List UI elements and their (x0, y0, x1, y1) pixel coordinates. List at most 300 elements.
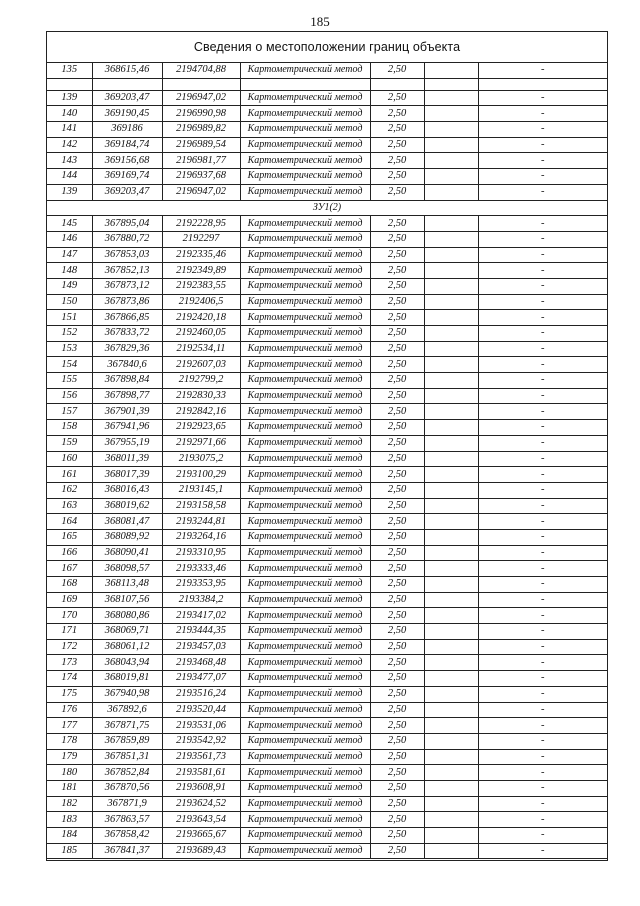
accuracy: 2,50 (370, 278, 424, 294)
empty-cell (424, 90, 478, 106)
empty-cell (424, 545, 478, 561)
point-number: 153 (47, 341, 92, 357)
empty-cell (424, 404, 478, 420)
point-number: 168 (47, 577, 92, 593)
point-number: 146 (47, 231, 92, 247)
method: Картометрический метод (240, 106, 370, 122)
coord-x: 368043,94 (92, 655, 162, 671)
description: - (478, 106, 607, 122)
accuracy: 2,50 (370, 247, 424, 263)
point-number: 180 (47, 765, 92, 781)
coord-y: 2193689,43 (162, 843, 240, 859)
description: - (478, 341, 607, 357)
table-row (47, 231, 607, 247)
description: - (478, 765, 607, 781)
table-row (47, 812, 607, 828)
table-row (47, 278, 607, 294)
coord-x: 367898,84 (92, 373, 162, 389)
coord-x: 367880,72 (92, 231, 162, 247)
description: - (478, 420, 607, 436)
empty-cell (424, 733, 478, 749)
empty-cell (424, 310, 478, 326)
method: Картометрический метод (240, 624, 370, 640)
coord-x: 369184,74 (92, 137, 162, 153)
empty-cell (424, 796, 478, 812)
accuracy: 2,50 (370, 184, 424, 200)
point-number: 169 (47, 592, 92, 608)
point-number: 149 (47, 278, 92, 294)
accuracy: 2,50 (370, 655, 424, 671)
coord-y: 2193417,02 (162, 608, 240, 624)
empty-cell (424, 435, 478, 451)
table-row (47, 592, 607, 608)
point-number: 176 (47, 702, 92, 718)
coord-y: 2192842,16 (162, 404, 240, 420)
method: Картометрический метод (240, 373, 370, 389)
method: Картометрический метод (240, 435, 370, 451)
empty-cell (424, 106, 478, 122)
empty-cell (424, 718, 478, 734)
point-number: 145 (47, 216, 92, 232)
accuracy: 2,50 (370, 498, 424, 514)
point-number: 185 (47, 843, 92, 859)
point-number: 155 (47, 373, 92, 389)
coord-y: 2193542,92 (162, 733, 240, 749)
coord-y: 2192228,95 (162, 216, 240, 232)
description: - (478, 843, 607, 859)
table-body (47, 63, 607, 859)
accuracy: 2,50 (370, 624, 424, 640)
coord-x: 367853,03 (92, 247, 162, 263)
point-number: 171 (47, 624, 92, 640)
empty-cell (424, 749, 478, 765)
coord-y: 2192923,65 (162, 420, 240, 436)
accuracy: 2,50 (370, 90, 424, 106)
accuracy: 2,50 (370, 843, 424, 859)
accuracy: 2,50 (370, 686, 424, 702)
description: - (478, 137, 607, 153)
method: Картометрический метод (240, 247, 370, 263)
coord-x: 368019,81 (92, 671, 162, 687)
coord-y: 2196990,98 (162, 106, 240, 122)
description: - (478, 608, 607, 624)
method: Картометрический метод (240, 780, 370, 796)
table-row (47, 357, 607, 373)
table-row (47, 828, 607, 844)
empty-cell (424, 482, 478, 498)
coord-x: 369190,45 (92, 106, 162, 122)
accuracy: 2,50 (370, 341, 424, 357)
coord-y: 2196981,77 (162, 153, 240, 169)
point-number: 135 (47, 63, 92, 78)
description: - (478, 749, 607, 765)
method: Картометрический метод (240, 294, 370, 310)
coord-x: 367895,04 (92, 216, 162, 232)
description: - (478, 294, 607, 310)
method: Картометрический метод (240, 671, 370, 687)
table-row (47, 843, 607, 859)
point-number: 178 (47, 733, 92, 749)
table-row (47, 718, 607, 734)
coord-y: 2193468,48 (162, 655, 240, 671)
coord-y: 2193531,06 (162, 718, 240, 734)
coord-y: 2196989,82 (162, 122, 240, 138)
description: - (478, 231, 607, 247)
description: - (478, 184, 607, 200)
description: - (478, 702, 607, 718)
method: Картометрический метод (240, 702, 370, 718)
table-row (47, 498, 607, 514)
coord-x: 368107,56 (92, 592, 162, 608)
method: Картометрический метод (240, 514, 370, 530)
method: Картометрический метод (240, 341, 370, 357)
empty-cell (424, 357, 478, 373)
accuracy: 2,50 (370, 294, 424, 310)
empty-cell (424, 686, 478, 702)
point-number: 144 (47, 169, 92, 185)
coord-x: 367870,56 (92, 780, 162, 796)
coord-x: 367833,72 (92, 326, 162, 342)
accuracy: 2,50 (370, 671, 424, 687)
empty-cell (424, 498, 478, 514)
table-row (47, 169, 607, 185)
coord-y: 2192830,33 (162, 388, 240, 404)
point-number: 156 (47, 388, 92, 404)
point-number: 165 (47, 529, 92, 545)
coord-y: 2193264,16 (162, 529, 240, 545)
empty-cell (424, 122, 478, 138)
coord-x: 368615,46 (92, 63, 162, 78)
empty-cell (424, 765, 478, 781)
table-title: Сведения о местоположении границ объекта (47, 32, 607, 63)
point-number: 147 (47, 247, 92, 263)
coord-y: 2193624,52 (162, 796, 240, 812)
description: - (478, 592, 607, 608)
table-row (47, 671, 607, 687)
description: - (478, 498, 607, 514)
point-number: 163 (47, 498, 92, 514)
coord-x: 368098,57 (92, 561, 162, 577)
coord-y: 2193244,81 (162, 514, 240, 530)
method: Картометрический метод (240, 592, 370, 608)
accuracy: 2,50 (370, 420, 424, 436)
description: - (478, 655, 607, 671)
method: Картометрический метод (240, 718, 370, 734)
accuracy: 2,50 (370, 514, 424, 530)
coord-y: 2192349,89 (162, 263, 240, 279)
description: - (478, 122, 607, 138)
method: Картометрический метод (240, 843, 370, 859)
coord-y: 2192799,2 (162, 373, 240, 389)
method: Картометрический метод (240, 326, 370, 342)
table-row (47, 63, 607, 78)
description: - (478, 404, 607, 420)
accuracy: 2,50 (370, 467, 424, 483)
method: Картометрический метод (240, 467, 370, 483)
point-number: 183 (47, 812, 92, 828)
coord-x: 367941,96 (92, 420, 162, 436)
accuracy: 2,50 (370, 812, 424, 828)
table-row (47, 326, 607, 342)
table-row (47, 435, 607, 451)
method: Картометрический метод (240, 122, 370, 138)
description: - (478, 561, 607, 577)
empty-cell (424, 671, 478, 687)
accuracy: 2,50 (370, 63, 424, 78)
description: - (478, 467, 607, 483)
table-row (47, 184, 607, 200)
method: Картометрический метод (240, 733, 370, 749)
coord-y: 2196947,02 (162, 184, 240, 200)
coord-x: 367840,6 (92, 357, 162, 373)
table-row (47, 796, 607, 812)
table-row (47, 137, 607, 153)
accuracy: 2,50 (370, 545, 424, 561)
empty-cell (424, 169, 478, 185)
method: Картометрический метод (240, 388, 370, 404)
empty-cell (424, 216, 478, 232)
method: Картометрический метод (240, 608, 370, 624)
boundary-points-table (47, 63, 607, 859)
coord-y: 2193643,54 (162, 812, 240, 828)
point-number: 164 (47, 514, 92, 530)
method: Картометрический метод (240, 153, 370, 169)
coord-x: 367873,86 (92, 294, 162, 310)
description: - (478, 482, 607, 498)
coord-x: 369186 (92, 122, 162, 138)
accuracy: 2,50 (370, 451, 424, 467)
method: Картометрический метод (240, 404, 370, 420)
empty-cell (424, 561, 478, 577)
table-row (47, 733, 607, 749)
accuracy: 2,50 (370, 231, 424, 247)
accuracy: 2,50 (370, 718, 424, 734)
boundary-table-frame (46, 31, 608, 861)
description: - (478, 780, 607, 796)
coord-x: 367892,6 (92, 702, 162, 718)
coord-y: 2192335,46 (162, 247, 240, 263)
coord-x: 367955,19 (92, 435, 162, 451)
empty-cell (424, 373, 478, 389)
accuracy: 2,50 (370, 639, 424, 655)
empty-cell (424, 263, 478, 279)
accuracy: 2,50 (370, 749, 424, 765)
point-number: 142 (47, 137, 92, 153)
coord-y: 2193665,67 (162, 828, 240, 844)
point-number: 182 (47, 796, 92, 812)
coord-y: 2193520,44 (162, 702, 240, 718)
table-row (47, 655, 607, 671)
table-row (47, 404, 607, 420)
coord-x: 367859,89 (92, 733, 162, 749)
description: - (478, 326, 607, 342)
point-number: 170 (47, 608, 92, 624)
method: Картометрический метод (240, 686, 370, 702)
spacer-row (47, 78, 607, 90)
coord-x: 368080,86 (92, 608, 162, 624)
description: - (478, 545, 607, 561)
description: - (478, 529, 607, 545)
description: - (478, 263, 607, 279)
table-row (47, 90, 607, 106)
coord-y: 2193100,29 (162, 467, 240, 483)
accuracy: 2,50 (370, 529, 424, 545)
method: Картометрический метод (240, 357, 370, 373)
point-number: 174 (47, 671, 92, 687)
table-row (47, 310, 607, 326)
accuracy: 2,50 (370, 357, 424, 373)
table-row (47, 467, 607, 483)
table-row (47, 686, 607, 702)
point-number: 177 (47, 718, 92, 734)
coord-y: 2192534,11 (162, 341, 240, 357)
coord-y: 2193158,58 (162, 498, 240, 514)
section-label: ЗУ1(2) (47, 200, 607, 216)
accuracy: 2,50 (370, 765, 424, 781)
method: Картометрический метод (240, 749, 370, 765)
method: Картометрический метод (240, 451, 370, 467)
method: Картометрический метод (240, 545, 370, 561)
coord-y: 2196989,54 (162, 137, 240, 153)
table-row (47, 577, 607, 593)
table-row (47, 420, 607, 436)
method: Картометрический метод (240, 169, 370, 185)
empty-cell (424, 294, 478, 310)
empty-cell (424, 828, 478, 844)
empty-cell (424, 843, 478, 859)
coord-x: 368017,39 (92, 467, 162, 483)
empty-cell (424, 341, 478, 357)
method: Картометрический метод (240, 765, 370, 781)
method: Картометрический метод (240, 137, 370, 153)
accuracy: 2,50 (370, 326, 424, 342)
point-number: 152 (47, 326, 92, 342)
method: Картометрический метод (240, 796, 370, 812)
empty-cell (424, 639, 478, 655)
accuracy: 2,50 (370, 482, 424, 498)
accuracy: 2,50 (370, 435, 424, 451)
description: - (478, 216, 607, 232)
table-row (47, 624, 607, 640)
accuracy: 2,50 (370, 122, 424, 138)
coord-y: 2193516,24 (162, 686, 240, 702)
coord-x: 367829,36 (92, 341, 162, 357)
coord-x: 367898,77 (92, 388, 162, 404)
accuracy: 2,50 (370, 106, 424, 122)
coord-y: 2192406,5 (162, 294, 240, 310)
method: Картометрический метод (240, 90, 370, 106)
coord-x: 368016,43 (92, 482, 162, 498)
accuracy: 2,50 (370, 388, 424, 404)
accuracy: 2,50 (370, 592, 424, 608)
empty-cell (424, 608, 478, 624)
point-number: 148 (47, 263, 92, 279)
method: Картометрический метод (240, 310, 370, 326)
description: - (478, 373, 607, 389)
point-number: 159 (47, 435, 92, 451)
coord-y: 2193561,73 (162, 749, 240, 765)
table-row (47, 153, 607, 169)
point-number: 139 (47, 184, 92, 200)
description: - (478, 357, 607, 373)
table-row (47, 514, 607, 530)
coord-x: 367852,84 (92, 765, 162, 781)
description: - (478, 686, 607, 702)
table-row (47, 639, 607, 655)
empty-cell (424, 702, 478, 718)
accuracy: 2,50 (370, 263, 424, 279)
method: Картометрический метод (240, 216, 370, 232)
coord-x: 368089,92 (92, 529, 162, 545)
method: Картометрический метод (240, 184, 370, 200)
coord-x: 369156,68 (92, 153, 162, 169)
description: - (478, 278, 607, 294)
table-row (47, 388, 607, 404)
accuracy: 2,50 (370, 780, 424, 796)
empty-cell (424, 624, 478, 640)
method: Картометрический метод (240, 655, 370, 671)
empty-cell (424, 812, 478, 828)
description: - (478, 514, 607, 530)
coord-x: 367871,9 (92, 796, 162, 812)
table-row (47, 765, 607, 781)
description: - (478, 796, 607, 812)
table-row (47, 608, 607, 624)
description: - (478, 435, 607, 451)
accuracy: 2,50 (370, 137, 424, 153)
accuracy: 2,50 (370, 169, 424, 185)
coord-x: 368081,47 (92, 514, 162, 530)
description: - (478, 577, 607, 593)
description: - (478, 388, 607, 404)
empty-cell (424, 247, 478, 263)
coord-y: 2196947,02 (162, 90, 240, 106)
point-number: 158 (47, 420, 92, 436)
description: - (478, 718, 607, 734)
empty-cell (424, 420, 478, 436)
coord-y: 2193310,95 (162, 545, 240, 561)
empty-cell (424, 529, 478, 545)
coord-y: 2193581,61 (162, 765, 240, 781)
coord-y: 2193444,35 (162, 624, 240, 640)
coord-x: 368069,71 (92, 624, 162, 640)
point-number: 151 (47, 310, 92, 326)
method: Картометрический метод (240, 577, 370, 593)
empty-cell (424, 467, 478, 483)
coord-x: 367858,42 (92, 828, 162, 844)
table-row (47, 749, 607, 765)
accuracy: 2,50 (370, 702, 424, 718)
description: - (478, 639, 607, 655)
coord-x: 369203,47 (92, 184, 162, 200)
accuracy: 2,50 (370, 561, 424, 577)
table-row (47, 294, 607, 310)
table-row (47, 545, 607, 561)
coord-y: 2193145,1 (162, 482, 240, 498)
empty-cell (424, 451, 478, 467)
empty-cell (424, 326, 478, 342)
coord-y: 2196937,68 (162, 169, 240, 185)
accuracy: 2,50 (370, 310, 424, 326)
point-number: 140 (47, 106, 92, 122)
coord-y: 2193075,2 (162, 451, 240, 467)
coord-y: 2193353,95 (162, 577, 240, 593)
coord-x: 367901,39 (92, 404, 162, 420)
accuracy: 2,50 (370, 577, 424, 593)
coord-y: 2192607,03 (162, 357, 240, 373)
description: - (478, 169, 607, 185)
accuracy: 2,50 (370, 796, 424, 812)
